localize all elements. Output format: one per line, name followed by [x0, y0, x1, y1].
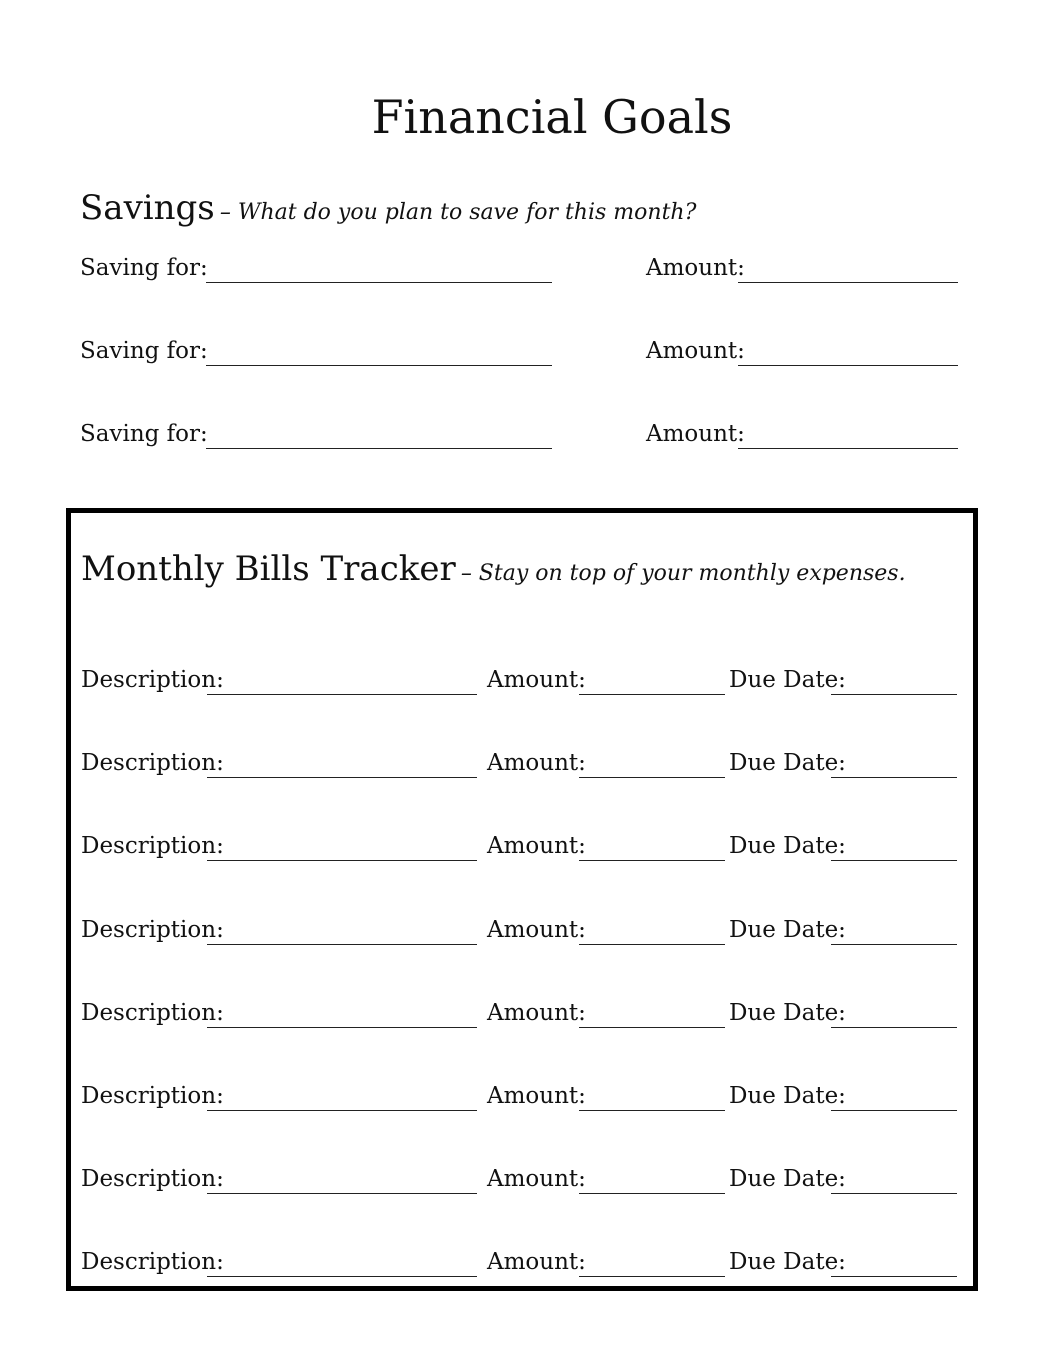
bill-row: [81, 750, 961, 790]
page-title: Financial Goals: [371, 90, 733, 144]
amount-field[interactable]: [579, 694, 725, 695]
amount-field[interactable]: [579, 777, 725, 778]
due-date-field[interactable]: [831, 860, 957, 861]
saving-for-label: Saving for:: [80, 255, 208, 281]
amount-label: Amount:: [646, 421, 745, 447]
description-field[interactable]: [207, 777, 477, 778]
description-label: Description:: [81, 750, 224, 776]
amount-field[interactable]: [738, 448, 958, 449]
description-label: Description:: [81, 833, 224, 859]
amount-field[interactable]: [738, 365, 958, 366]
due-date-label: Due Date:: [729, 1249, 846, 1275]
bills-tracker-box: [66, 508, 978, 1291]
description-field[interactable]: [207, 1193, 477, 1194]
bills-heading: Monthly Bills Tracker: [81, 549, 456, 589]
savings-row: [80, 421, 960, 461]
amount-label: Amount:: [646, 338, 745, 364]
due-date-field[interactable]: [831, 1193, 957, 1194]
bills-subheading: – Stay on top of your monthly expenses.: [460, 561, 906, 586]
description-field[interactable]: [207, 1027, 477, 1028]
savings-subheading: – What do you plan to save for this month?: [219, 200, 697, 225]
amount-field[interactable]: [579, 1110, 725, 1111]
savings-heading: Savings: [80, 188, 215, 228]
amount-label: Amount:: [487, 1249, 586, 1275]
description-field[interactable]: [207, 1110, 477, 1111]
saving-for-label: Saving for:: [80, 338, 208, 364]
amount-field[interactable]: [579, 944, 725, 945]
bill-row: [81, 833, 961, 873]
bill-row: [81, 1166, 961, 1206]
due-date-field[interactable]: [831, 1110, 957, 1111]
savings-row: [80, 338, 960, 378]
amount-label: Amount:: [487, 1083, 586, 1109]
due-date-label: Due Date:: [729, 1083, 846, 1109]
due-date-label: Due Date:: [729, 1166, 846, 1192]
amount-field[interactable]: [579, 1027, 725, 1028]
due-date-field[interactable]: [831, 1276, 957, 1277]
description-label: Description:: [81, 1083, 224, 1109]
description-field[interactable]: [207, 694, 477, 695]
saving-for-field[interactable]: [206, 365, 552, 366]
due-date-label: Due Date:: [729, 917, 846, 943]
amount-label: Amount:: [487, 750, 586, 776]
bill-row: [81, 1249, 961, 1289]
amount-label: Amount:: [487, 1166, 586, 1192]
bills-header: [81, 549, 906, 589]
amount-field[interactable]: [738, 282, 958, 283]
due-date-field[interactable]: [831, 944, 957, 945]
description-label: Description:: [81, 667, 224, 693]
amount-field[interactable]: [579, 1193, 725, 1194]
description-field[interactable]: [207, 1276, 477, 1277]
due-date-label: Due Date:: [729, 833, 846, 859]
due-date-label: Due Date:: [729, 750, 846, 776]
due-date-label: Due Date:: [729, 1000, 846, 1026]
savings-header: [80, 188, 696, 228]
saving-for-field[interactable]: [206, 448, 552, 449]
description-label: Description:: [81, 917, 224, 943]
bill-row: [81, 667, 961, 707]
description-label: Description:: [81, 1166, 224, 1192]
due-date-field[interactable]: [831, 777, 957, 778]
amount-label: Amount:: [646, 255, 745, 281]
amount-label: Amount:: [487, 833, 586, 859]
savings-row: [80, 255, 960, 295]
description-field[interactable]: [207, 860, 477, 861]
description-label: Description:: [81, 1000, 224, 1026]
bill-row: [81, 1000, 961, 1040]
bill-row: [81, 917, 961, 957]
amount-label: Amount:: [487, 1000, 586, 1026]
amount-field[interactable]: [579, 1276, 725, 1277]
amount-field[interactable]: [579, 860, 725, 861]
description-label: Description:: [81, 1249, 224, 1275]
bill-row: [81, 1083, 961, 1123]
due-date-field[interactable]: [831, 1027, 957, 1028]
saving-for-field[interactable]: [206, 282, 552, 283]
due-date-field[interactable]: [831, 694, 957, 695]
due-date-label: Due Date:: [729, 667, 846, 693]
amount-label: Amount:: [487, 667, 586, 693]
saving-for-label: Saving for:: [80, 421, 208, 447]
amount-label: Amount:: [487, 917, 586, 943]
description-field[interactable]: [207, 944, 477, 945]
